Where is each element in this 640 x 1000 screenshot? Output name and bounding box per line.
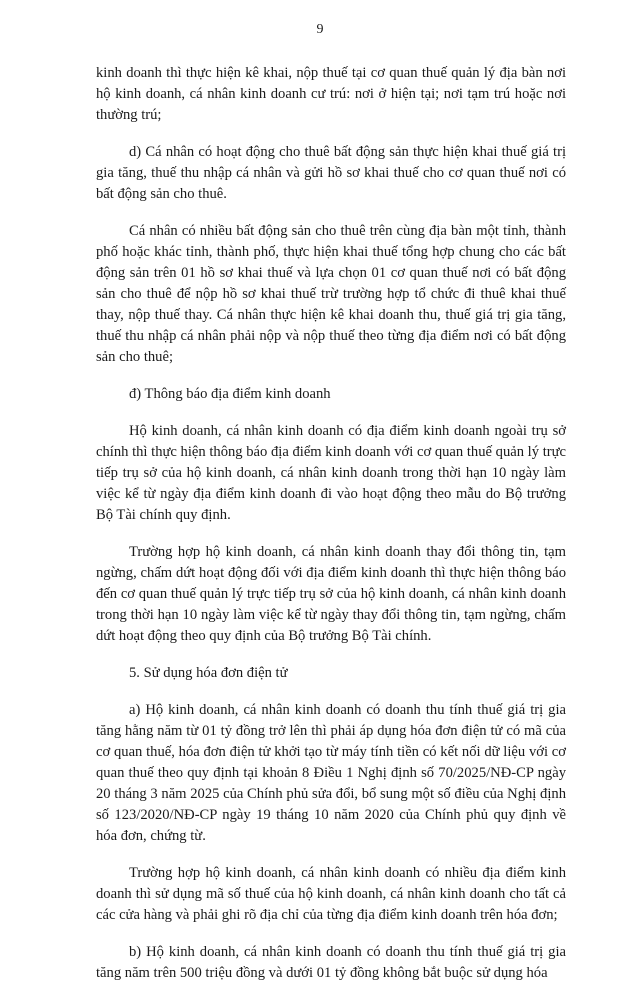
paragraph-multiple-properties: Cá nhân có nhiều bất động sản cho thuê trên cùng địa bàn một tỉnh, thành phố hoặc khác tỉnh, thành phố, thực hiện khai thuế tổng hợp chung cho các bất động sản trên 01 hồ sơ khai thuế và lựa chọn 01 cơ quan thuế nơi có bất động sản cho thuê để nộp hồ sơ khai thuế trừ trường hợp tổ chức đi thuê khai thuế thay, nộp thuế thay. Cá nhân thực hiện kê khai doanh thu, thuế giá trị gia tăng, thuế thu nhập cá nhân phải nộp và nộp thuế theo từng địa điểm nơi có bất động sản cho thuê;: [96, 223, 566, 365]
paragraph-location-change: Trường hợp hộ kinh doanh, cá nhân kinh doanh thay đổi thông tin, tạm ngừng, chấm dứt hoạt động đối với địa điểm kinh doanh thì thực hiện thông báo đến cơ quan thuế quản lý trực tiếp trụ sở của hộ kinh doanh, cá nhân kinh doanh trong thời hạn 10 ngày làm việc kể từ ngày thay đổi thông tin, tạm ngừng, chấm dứt hoạt động theo quy định của Bộ trưởng Bộ Tài chính.: [96, 544, 566, 644]
page-number: 9: [316, 22, 324, 37]
paragraph-heading-e-invoice: 5. Sử dụng hóa đơn điện tử: [129, 665, 288, 681]
paragraph-item-b: b) Hộ kinh doanh, cá nhân kinh doanh có doanh thu tính thuế giá trị gia tăng năm trên 500 triệu đồng và dưới 01 tỷ đồng không bắt buộc sử dụng hóa: [96, 944, 566, 981]
paragraph-multiple-locations: Trường hợp hộ kinh doanh, cá nhân kinh doanh có nhiều địa điểm kinh doanh thì sử dụng mã số thuế của hộ kinh doanh, cá nhân kinh doanh cho tất cả các cửa hàng và phải ghi rõ địa chỉ của từng địa điểm kinh doanh trên hóa đơn;: [96, 865, 566, 923]
paragraph-continuation: kinh doanh thì thực hiện kê khai, nộp thuế tại cơ quan thuế quản lý địa bàn nơi hộ kinh doanh, cá nhân kinh doanh cư trú: nơi ở hiện tại; nơi tạm trú hoặc nơi thường trú;: [96, 65, 566, 123]
paragraph-item-d: d) Cá nhân có hoạt động cho thuê bất động sản thực hiện khai thuế giá trị gia tăng, thuế thu nhập cá nhân và gửi hồ sơ khai thuế cho cơ quan thuế nơi có bất động sản cho thuê.: [96, 144, 566, 202]
paragraph-item-a: a) Hộ kinh doanh, cá nhân kinh doanh có doanh thu tính thuế giá trị gia tăng hằng năm từ 01 tỷ đồng trở lên thì phải áp dụng hóa đơn điện tử có mã của cơ quan thuế, hóa đơn điện tử khởi tạo từ máy tính tiền có kết nối dữ liệu với cơ quan thuế theo quy định tại khoản 8 Điều 1 Nghị định số 70/2025/NĐ-CP ngày 20 tháng 3 năm 2025 của Chính phủ sửa đổi, bổ sung một số điều của Nghị định số 123/2020/NĐ-CP ngày 19 tháng 10 năm 2020 của Chính phủ quy định về hóa đơn, chứng từ.: [96, 702, 566, 844]
paragraph-heading-business-location: đ) Thông báo địa điểm kinh doanh: [129, 386, 331, 402]
paragraph-location-notice: Hộ kinh doanh, cá nhân kinh doanh có địa điểm kinh doanh ngoài trụ sở chính thì thực hiện thông báo địa điểm kinh doanh với cơ quan thuế quản lý trực tiếp trụ sở của hộ kinh doanh, cá nhân kinh doanh trong thời hạn 10 ngày làm việc kể từ ngày địa điểm kinh doanh đi vào hoạt động theo mẫu do Bộ trưởng Bộ Tài chính quy định.: [96, 423, 566, 523]
document-body: [96, 63, 566, 1000]
